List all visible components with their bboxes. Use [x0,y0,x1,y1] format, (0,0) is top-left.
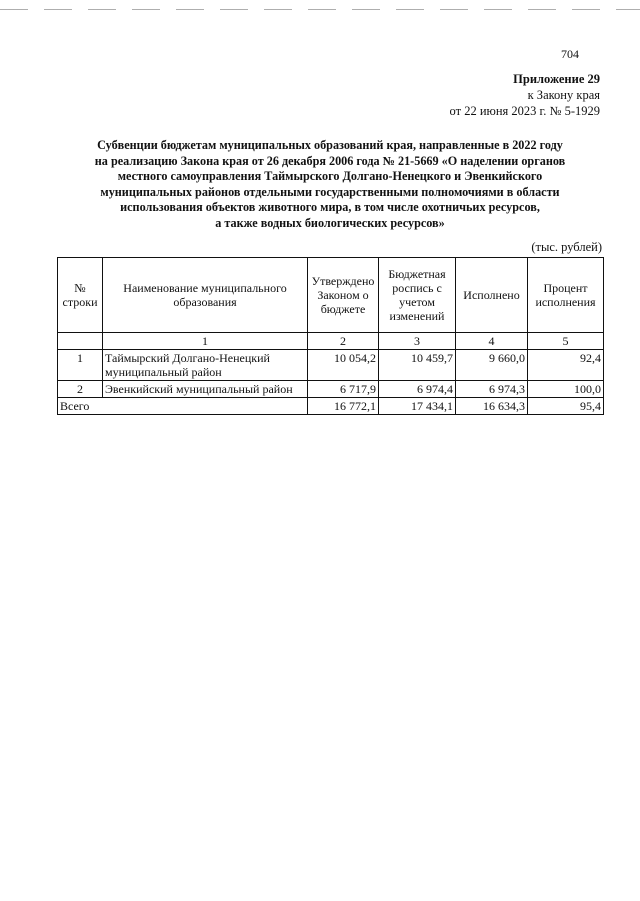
row-number: 1 [58,350,103,381]
total-row [58,398,604,415]
header-approved: Утверждено Законом о бюджете [308,258,379,333]
header-budget-schedule: Бюджетная роспись с учетом изменений [379,258,456,333]
municipality-name: Эвенкийский муниципальный район [103,381,308,398]
document-title [60,138,600,231]
total-executed: 16 634,3 [456,398,528,415]
percent-value: 100,0 [528,381,604,398]
page-number: 704 [561,47,579,61]
column-number: 5 [528,333,604,350]
title-line: а также водных биологических ресурсов» [215,215,445,230]
title-line: местного самоуправления Таймырского Долгано-Ненецкого и Эвенкийского [117,169,543,183]
total-budget: 17 434,1 [379,398,456,415]
header-executed: Исполнено [456,258,528,333]
units-label: (тыс. рублей) [531,240,602,254]
column-numbers-row [58,333,604,350]
title-line: муниципальных районов отдельными государственными полномочиями в области [100,184,560,199]
header-row-number: № строки [58,258,103,333]
executed-value: 6 974,3 [456,381,528,398]
total-label: Всего [58,398,308,415]
total-percent: 95,4 [528,398,604,415]
subvention-table [57,257,604,415]
scan-edge-line [0,9,640,10]
row-number: 2 [58,381,103,398]
percent-value: 92,4 [528,350,604,381]
table-header-row [58,258,604,333]
column-number [58,333,103,350]
appendix-date: от 22 июня 2023 г. № 5-1929 [449,104,600,118]
total-approved: 16 772,1 [308,398,379,415]
table-row [58,381,604,398]
appendix-law: к Закону края [527,88,600,102]
executed-value: 9 660,0 [456,350,528,381]
title-line: использования объектов животного мира, в том числе охотничьих ресурсов, [120,200,540,214]
approved-value: 6 717,9 [308,381,379,398]
municipality-name: Таймырский Долгано-Ненецкий муниципальный район [103,350,308,381]
approved-value: 10 054,2 [308,350,379,381]
appendix-block [450,71,600,119]
column-number: 3 [379,333,456,350]
title-line: на реализацию Закона края от 26 декабря 2006 года № 21-5669 «О наделении органов [94,153,566,168]
budget-value: 6 974,4 [379,381,456,398]
column-number: 4 [456,333,528,350]
column-number: 1 [103,333,308,350]
header-municipality: Наименование муниципального образования [103,258,308,333]
column-number: 2 [308,333,379,350]
header-percent: Процент исполнения [528,258,604,333]
table-row [58,350,604,381]
appendix-title: Приложение 29 [513,72,600,86]
budget-value: 10 459,7 [379,350,456,381]
title-line: Субвенции бюджетам муниципальных образований края, направленные в 2022 году [97,138,563,152]
